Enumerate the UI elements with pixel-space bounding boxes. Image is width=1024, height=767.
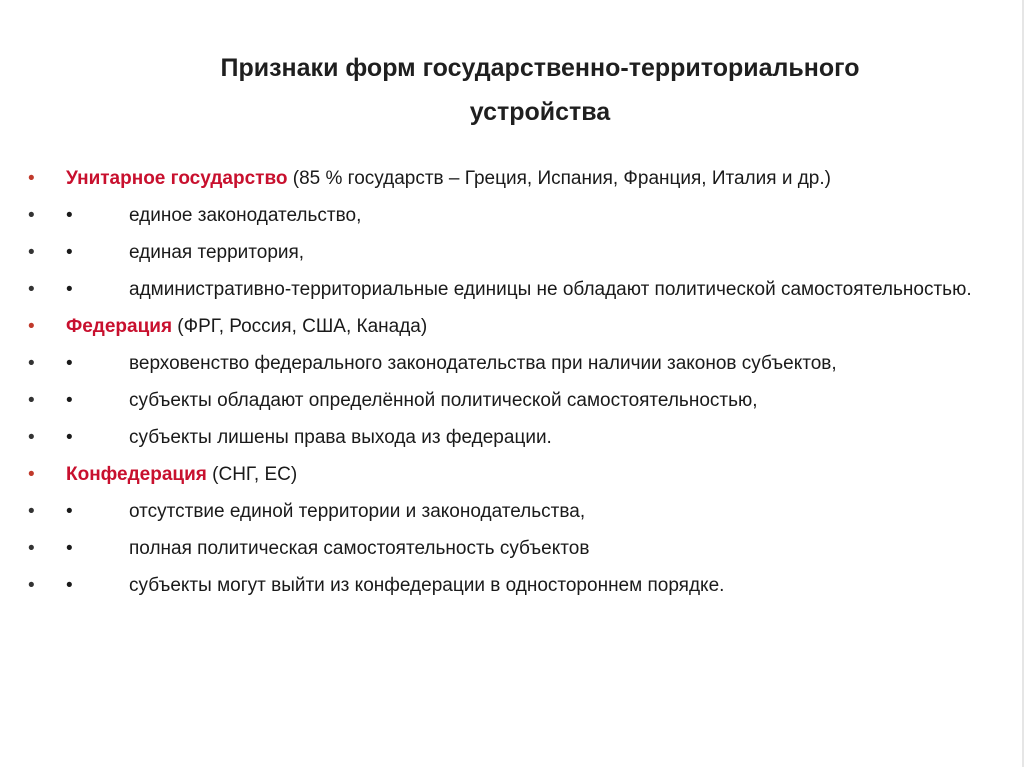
list-item-text: субъекты могут выйти из конфедерации в одностороннем порядке. xyxy=(129,575,725,596)
inner-bullet-marker: • xyxy=(66,538,73,559)
inner-bullet-marker: • xyxy=(66,279,73,300)
inner-bullet-marker: • xyxy=(66,242,73,263)
list-item xyxy=(28,275,988,305)
inner-bullet-marker: • xyxy=(66,390,73,411)
list-item-text: верховенство федерального законодательства при наличии законов субъектов, xyxy=(129,353,837,374)
list-item-unitary xyxy=(28,164,988,194)
bullet-marker: • xyxy=(28,242,35,263)
bullet-marker: • xyxy=(28,205,35,226)
heading-rest: (85 % государств – Греция, Испания, Франция, Италия и др.) xyxy=(287,168,831,189)
bullet-marker: • xyxy=(28,279,35,300)
list-item xyxy=(28,497,988,527)
list-item xyxy=(28,571,988,601)
inner-bullet-marker: • xyxy=(66,205,73,226)
inner-bullet-marker: • xyxy=(66,501,73,522)
inner-bullet-marker: • xyxy=(66,427,73,448)
heading-rest: (ФРГ, Россия, США, Канада) xyxy=(172,316,428,337)
list-item xyxy=(28,201,988,231)
inner-bullet-marker: • xyxy=(66,353,73,374)
heading-rest: (СНГ, ЕС) xyxy=(206,464,298,485)
bullet-marker: • xyxy=(28,390,35,411)
list-item-text: субъекты лишены права выхода из федерации. xyxy=(129,427,552,448)
bullet-marker: • xyxy=(28,538,35,559)
slide-title-line-2: устройства xyxy=(469,98,611,126)
list-item-confederation xyxy=(28,460,988,490)
bullet-marker: • xyxy=(28,464,35,485)
bullet-marker: • xyxy=(28,316,35,337)
list-item xyxy=(28,349,988,379)
bullet-list xyxy=(28,164,988,608)
list-item-text: полная политическая самостоятельность субъектов xyxy=(129,538,590,559)
list-item xyxy=(28,423,988,453)
list-item-text: административно-территориальные единицы не обладают политической самостоятельностью. xyxy=(129,279,972,300)
heading-term: Конфедерация xyxy=(66,464,207,485)
heading-term: Унитарное государство xyxy=(66,168,288,189)
bullet-marker: • xyxy=(28,427,35,448)
list-item-text: единое законодательство, xyxy=(129,205,362,226)
slide-title-line-1: Признаки форм государственно-территориального xyxy=(220,54,860,82)
list-item xyxy=(28,386,988,416)
bullet-marker: • xyxy=(28,353,35,374)
bullet-marker: • xyxy=(28,501,35,522)
bullet-marker: • xyxy=(28,168,35,189)
bullet-marker: • xyxy=(28,575,35,596)
list-item xyxy=(28,238,988,268)
list-item-text: единая территория, xyxy=(129,242,305,263)
inner-bullet-marker: • xyxy=(66,575,73,596)
list-item-text: отсутствие единой территории и законодательства, xyxy=(129,501,586,522)
list-item-text: субъекты обладают определённой политической самостоятельностью, xyxy=(129,390,758,411)
list-item-federation xyxy=(28,312,988,342)
list-item xyxy=(28,534,988,564)
slide-title xyxy=(120,46,960,134)
heading-term: Федерация xyxy=(66,316,173,337)
